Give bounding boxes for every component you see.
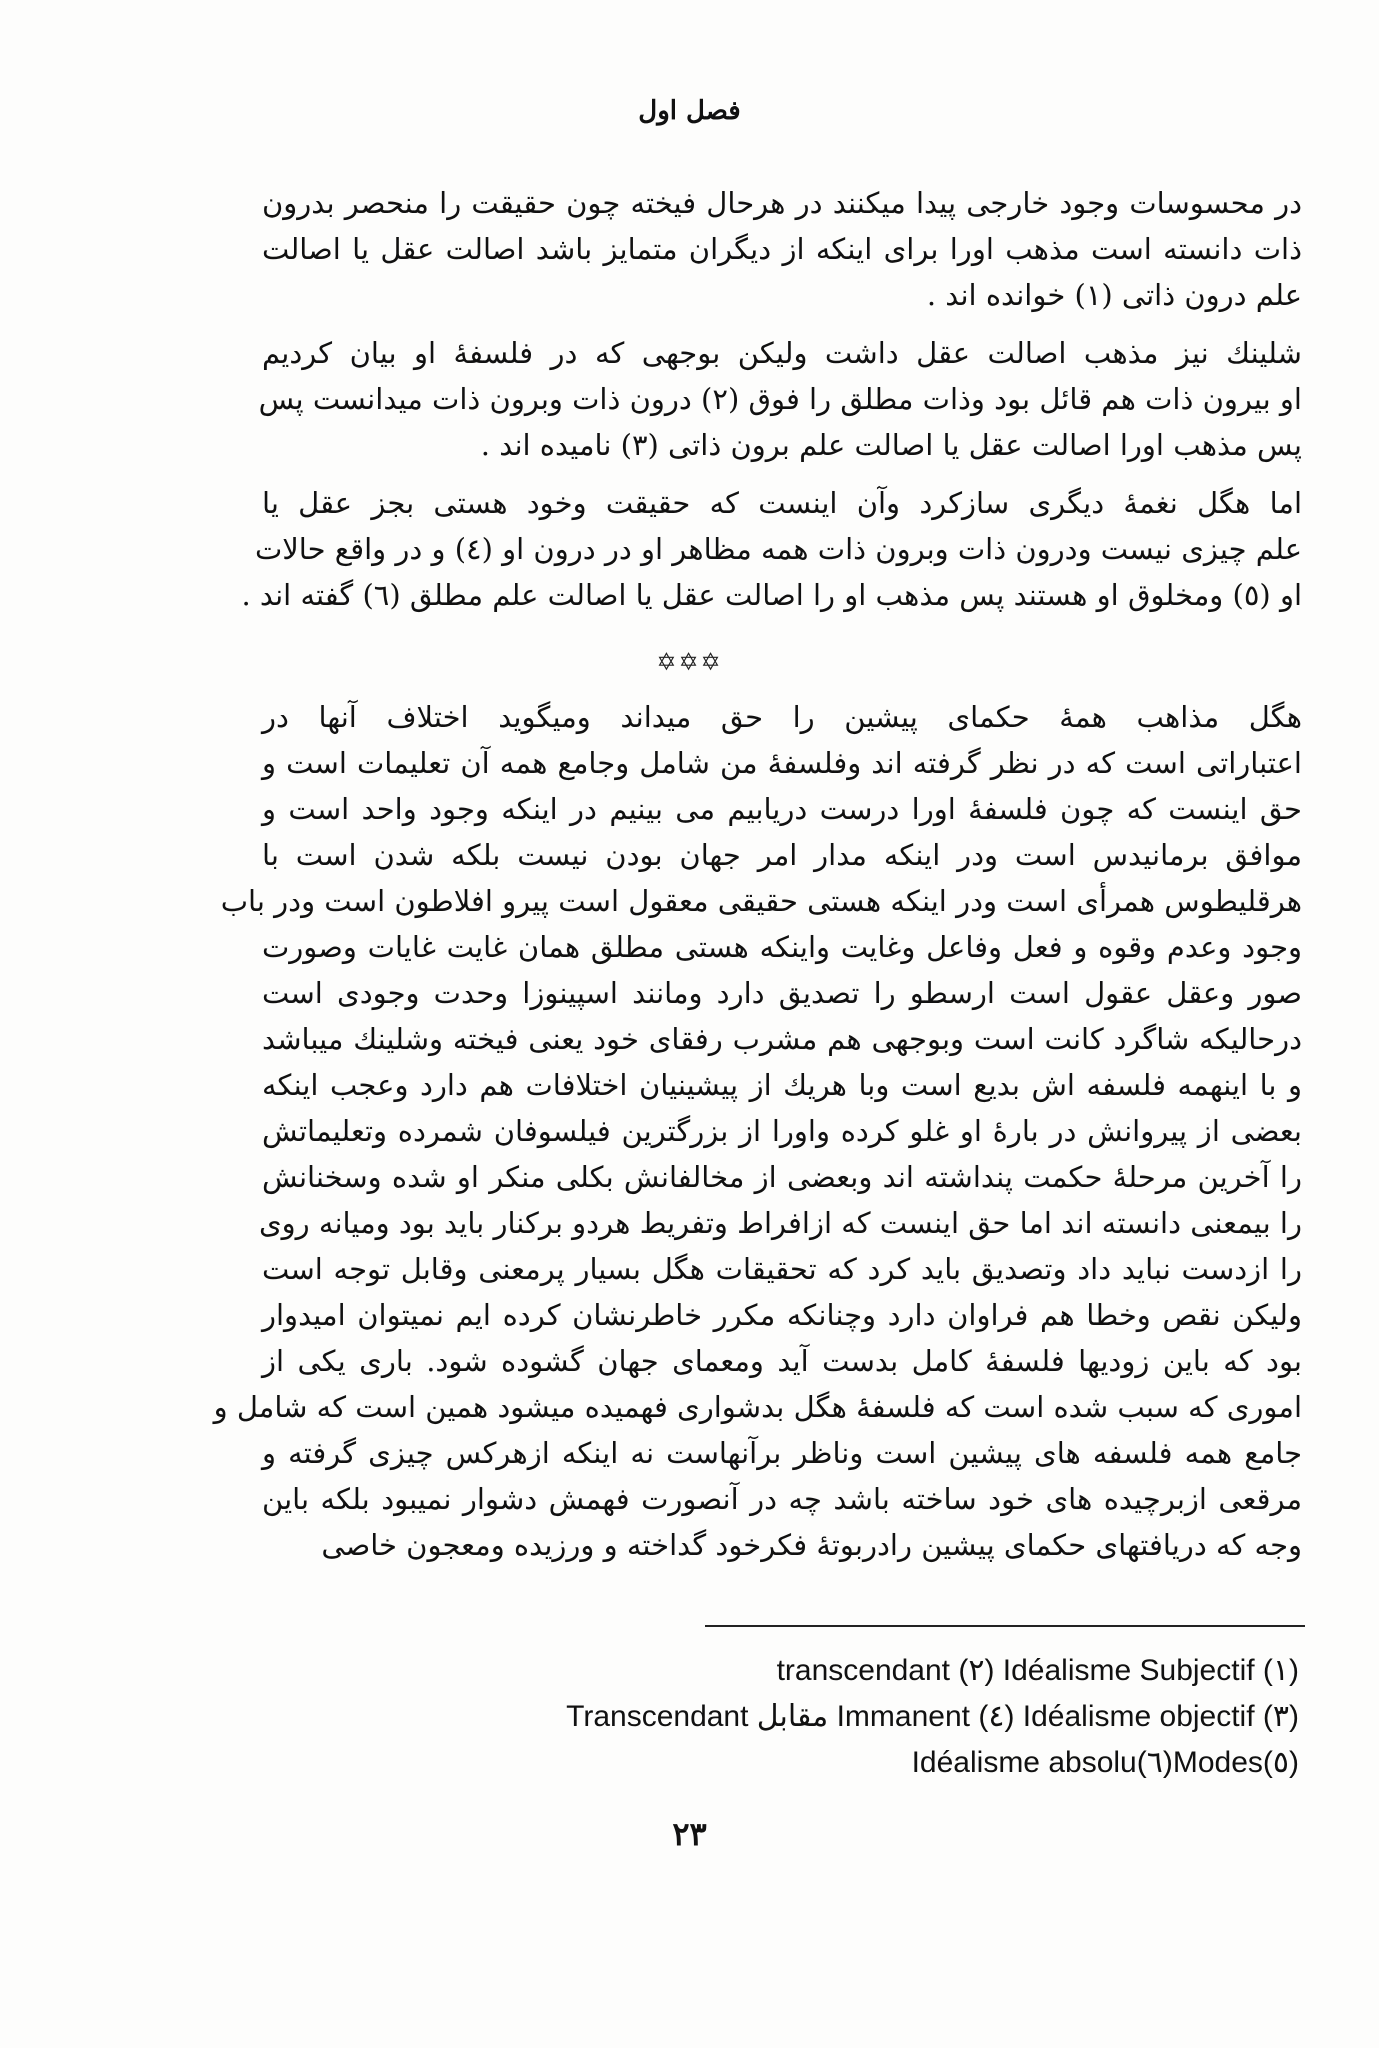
text-line: صور وعقل عقول است ارسطو را تصدیق دارد ومانند اسپینوزا وحدت وجودی است: [262, 976, 1302, 1010]
footnote-line: Transcendant مقابل Immanent (٤) Idéalisme objectif (۳): [566, 1700, 1299, 1733]
footnote-line: Idéalisme absolu(٦)Modes(٥): [911, 1746, 1299, 1779]
text-line: در محسوسات وجود خارجی پیدا میکنند در هرحال فیخته چون حقیقت را منحصر بدرون: [262, 186, 1302, 220]
text-line: ذات دانسته است مذهب اورا برای اینکه از دیگران متمایز باشد اصالت عقل یا اصالت: [262, 232, 1302, 266]
text-line: بود که باین زودیها فلسفهٔ کامل بدست آید ومعمای جهان گشوده شود. باری یکی از: [262, 1344, 1302, 1378]
text-line: اموری که سبب شده است که فلسفهٔ هگل بدشواری فهمیده میشود همین است که شامل و: [213, 1390, 1302, 1424]
footnotes: [479, 1648, 1299, 1786]
text-line: اعتباراتی است که در نظر گرفته اند وفلسفهٔ من شامل وجامع همه آن تعلیمات است و: [262, 746, 1302, 780]
text-line: بعضی از پیروانش در بارهٔ او غلو کرده واورا از بزرگترین فیلسوفان شمرده وتعلیماتش: [262, 1114, 1302, 1148]
text-line: او (٥) ومخلوق او هستند پس مذهب او را اصالت عقل یا اصالت علم مطلق (٦) گفته اند .: [241, 578, 1302, 612]
text-line: هرقلیطوس همرأی است ودر اینکه هستی حقیقی معقول است پیرو افلاطون است ودر باب: [220, 884, 1302, 918]
text-line: اما هگل نغمهٔ دیگری سازکرد وآن اینست که حقیقت وخود هستی بجز عقل یا: [262, 486, 1302, 520]
paragraph-schelling: [258, 330, 1302, 468]
chapter-header: فصل اول: [638, 96, 741, 126]
text-line: ولیکن نقص وخطا هم فراوان دارد وچنانکه مکرر خاطرنشان کرده ایم نمیتوان امیدوار: [262, 1298, 1302, 1332]
text-line: را بیمعنی دانسته اند اما حق اینست که ازافراط وتفریط هردو برکنار باید بود ومیانه روی: [258, 1206, 1302, 1240]
text-line: مرقعی ازبرچیده های خود ساخته باشد چه در آنصورت فهمش دشوار نمیبود بلکه باین: [262, 1482, 1302, 1516]
text-line: موافق برمانیدس است ودر اینکه مدار امر جهان بودن نیست بلکه شدن است با: [262, 838, 1302, 872]
text-line: وجه که دریافتهای حکمای پیشین رادربوتهٔ فکرخود گداخته و ورزیده ومعجون خاصی: [321, 1528, 1302, 1562]
text-line: علم درون ذاتی (۱) خوانده اند .: [926, 278, 1302, 312]
page-number: ۲۳: [672, 1815, 707, 1853]
text-line: شلینك نیز مذهب اصالت عقل داشت ولیکن بوجهی که در فلسفهٔ او بیان کردیم: [262, 336, 1302, 370]
section-separator: ✡✡✡: [656, 648, 723, 676]
footnote-line: transcendant (۲) Idéalisme Subjectif (۱): [776, 1654, 1299, 1687]
text-line: حق اینست که چون فلسفهٔ اورا درست دریابیم می بینیم در اینکه وجود واحد است و: [262, 792, 1302, 826]
text-line: هگل مذاهب همهٔ حکمای پیشین را حق میداند ومیگوید اختلاف آنها در: [262, 700, 1302, 734]
text-line: را آخرین مرحلهٔ حکمت پنداشته اند وبعضی از مخالفانش بکلی منکر او شده وسخنانش: [262, 1160, 1302, 1194]
text-line: وجود وعدم وقوه و فعل وفاعل وغایت واینکه هستی مطلق همان غایت غایات وصورت: [262, 930, 1302, 964]
text-line: جامع همه فلسفه های پیشین است وناظر برآنهاست نه اینکه ازهرکس چیزی گرفته و: [262, 1436, 1302, 1470]
paragraph-hegel: [241, 480, 1302, 618]
text-line: او بیرون ذات هم قائل بود وذات مطلق را فوق (۲) درون ذات وبرون ذات میدانست پس: [258, 382, 1302, 416]
text-line: را ازدست نباید داد وتصدیق باید کرد که تحقیقات هگل بسیار پرمعنی وقابل توجه است: [262, 1252, 1302, 1286]
paragraph-hegel-schools: [213, 694, 1302, 1568]
text-line: پس مذهب اورا اصالت عقل یا اصالت علم برون ذاتی (۳) نامیده اند .: [480, 428, 1302, 462]
footnote-rule: [705, 1625, 1305, 1627]
text-line: علم چیزی نیست ودرون ذات وبرون ذات همه مظاهر او در درون او (٤) و در واقع حالات: [254, 532, 1302, 566]
text-line: و با اینهمه فلسفه اش بدیع است وبا هریك از پیشینیان اختلافات هم دارد وعجب اینکه: [262, 1068, 1302, 1102]
text-line: درحالیکه شاگرد کانت است وبوجهی هم مشرب رفقای خود یعنی فیخته وشلینك میباشد: [262, 1022, 1302, 1056]
paragraph-fichte: [262, 180, 1302, 318]
